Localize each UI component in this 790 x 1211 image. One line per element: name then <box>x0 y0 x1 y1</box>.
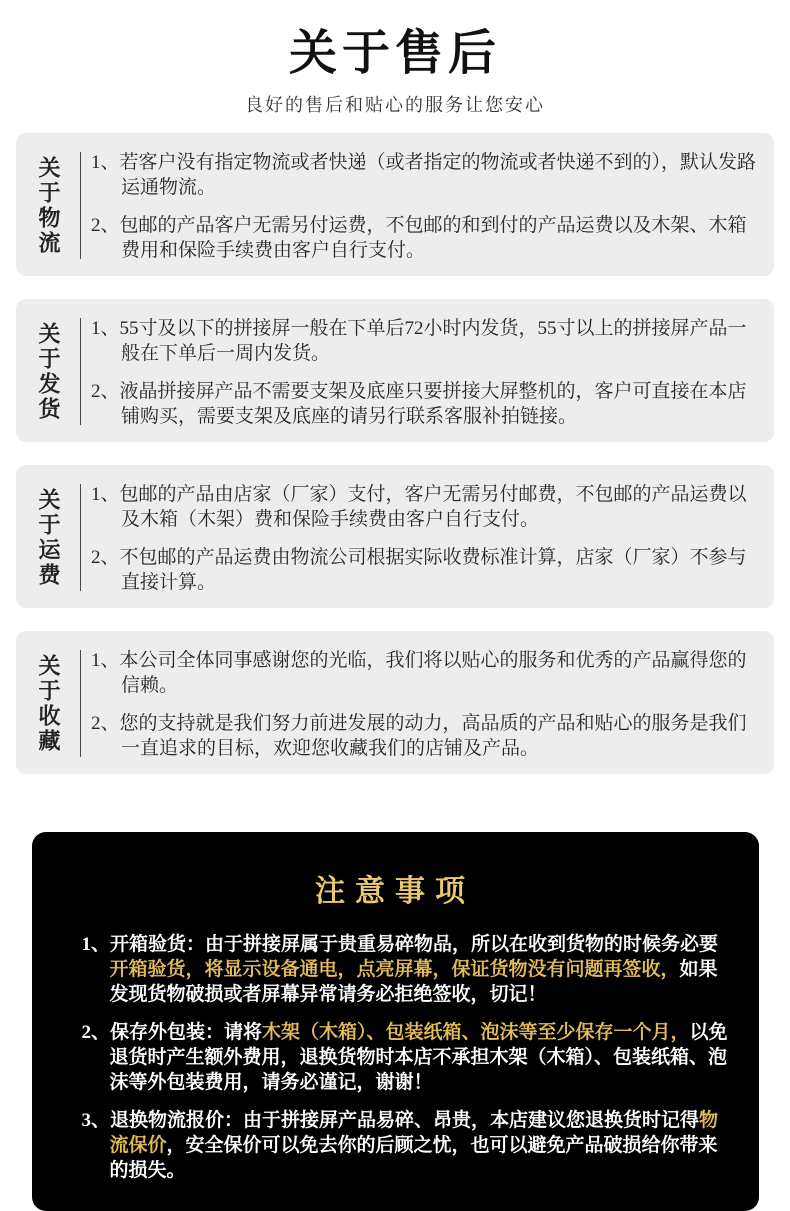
notice-title: 注意事项 <box>315 875 475 909</box>
item-text: 保存外包装：请将木架（木箱）、包装纸箱、泡沫等至少保存一个月，以免退货时产生额外费用，退换货物时本店不承担木架（木箱）、包装纸箱、泡沫等外包装费用，请务必谨记，谢谢！ <box>109 1022 728 1094</box>
section-item <box>91 648 758 698</box>
section-item <box>91 316 758 366</box>
section-body <box>81 148 774 263</box>
section-item <box>91 213 758 263</box>
section-label <box>16 148 80 263</box>
section-body <box>81 314 774 429</box>
section-body <box>81 480 774 595</box>
section-card-freight <box>16 465 774 608</box>
section-label <box>16 480 80 595</box>
item-text: 液晶拼接屏产品不需要支架及底座只要拼接大屏整机的，客户可直接在本店铺购买，需要支架及底座的请另行联系客服补拍链接。 <box>119 381 747 428</box>
item-number: 2、 <box>91 547 120 569</box>
section-item <box>91 545 758 595</box>
item-number: 1、 <box>81 934 111 956</box>
item-number: 2、 <box>91 215 120 237</box>
section-item <box>91 150 758 200</box>
item-number: 1、 <box>91 318 120 340</box>
item-number: 2、 <box>91 381 120 403</box>
section-body <box>81 646 774 761</box>
item-text: 包邮的产品客户无需另付运费，不包邮的和到付的产品运费以及木架、木箱费用和保险手续费由客户自行支付。 <box>119 215 747 262</box>
item-text: 55寸及以下的拼接屏一般在下单后72小时内发货，55寸以上的拼接屏产品一般在下单后一周内发货。 <box>119 318 747 365</box>
page-subtitle: 良好的售后和贴心的服务让您安心 <box>245 95 545 116</box>
section-cards <box>0 133 790 774</box>
item-text: 您的支持就是我们努力前进发展的动力，高品质的产品和贴心的服务是我们一直追求的目标，欢迎您收藏我们的店铺及产品。 <box>119 713 747 760</box>
item-number: 2、 <box>91 713 120 735</box>
section-item <box>91 482 758 532</box>
notice-item <box>82 1108 729 1183</box>
section-item <box>91 379 758 429</box>
notice-item <box>82 1020 729 1095</box>
section-label-text: 关于发货 <box>36 321 61 422</box>
notice-panel <box>32 832 759 1211</box>
section-card-logistics <box>16 133 774 276</box>
section-label <box>16 646 80 761</box>
section-label-text: 关于物流 <box>36 155 61 256</box>
section-label-text: 关于运费 <box>36 487 61 588</box>
item-number: 3、 <box>81 1110 111 1132</box>
section-label <box>16 314 80 429</box>
section-card-favorite <box>16 631 774 774</box>
section-item <box>91 711 758 761</box>
section-label-text: 关于收藏 <box>36 653 61 754</box>
item-text: 退换物流报价：由于拼接屏产品易碎、昂贵，本店建议您退换货时记得物流保价，安全保价可以免去你的后顾之忧，也可以避免产品破损给你带来的损失。 <box>109 1110 719 1182</box>
item-text: 包邮的产品由店家（厂家）支付，客户无需另付邮费，不包邮的产品运费以及木箱（木架）费和保险手续费由客户自行支付。 <box>119 484 747 531</box>
item-text: 若客户没有指定物流或者快递（或者指定的物流或者快递不到的），默认发路运通物流。 <box>119 152 757 199</box>
item-number: 1、 <box>91 152 120 174</box>
item-number: 1、 <box>91 650 120 672</box>
item-text: 本公司全体同事感谢您的光临，我们将以贴心的服务和优秀的产品赢得您的信赖。 <box>119 650 747 697</box>
item-text: 不包邮的产品运费由物流公司根据实际收费标准计算，店家（厂家）不参与直接计算。 <box>119 547 747 594</box>
notice-item <box>82 932 729 1007</box>
item-text: 开箱验货：由于拼接屏属于贵重易碎物品，所以在收到货物的时候务必要开箱验货，将显示设备通电，点亮屏幕，保证货物没有问题再签收，如果发现货物破损或者屏幕异常请务必拒绝签收，切记！ <box>109 934 719 1006</box>
item-number: 1、 <box>91 484 120 506</box>
page-header <box>0 0 790 117</box>
item-number: 2、 <box>81 1022 111 1044</box>
page-title: 关于售后 <box>288 27 501 80</box>
section-card-shipping <box>16 299 774 442</box>
